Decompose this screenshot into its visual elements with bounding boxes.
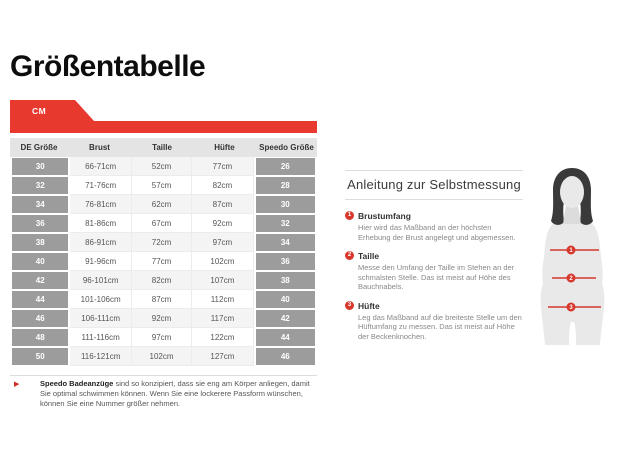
table-row [10, 290, 317, 309]
speedo-size-cell: 28 [256, 177, 315, 194]
column-header: Brust [89, 143, 110, 152]
instruction-item [345, 211, 523, 242]
waist-marker-number: 2 [569, 276, 573, 283]
measurement-cell: 92cm [132, 309, 192, 328]
bullet-arrow-icon: ▶ [14, 381, 20, 388]
table-row [10, 176, 317, 195]
table-row [10, 252, 317, 271]
measurement-cell: 117cm [192, 309, 253, 328]
size-table-header [10, 138, 317, 157]
measurement-cell: 86-91cm [70, 233, 131, 252]
speedo-size-cell: 44 [256, 329, 315, 346]
column-header: Speedo Größe [259, 143, 314, 152]
measurement-cell: 102cm [192, 252, 253, 271]
speedo-size-cell: 46 [256, 348, 315, 365]
table-row [10, 214, 317, 233]
de-size-cell: 34 [12, 196, 68, 213]
measurement-cell: 62cm [132, 195, 192, 214]
table-row [10, 271, 317, 290]
body-silhouette [527, 150, 623, 350]
measurement-cell: 97cm [132, 328, 192, 347]
measurement-cell: 91-96cm [70, 252, 131, 271]
speedo-size-cell: 32 [256, 215, 315, 232]
measurement-cell: 107cm [192, 271, 253, 290]
de-size-cell: 32 [12, 177, 68, 194]
column-header: Taille [152, 143, 172, 152]
step-description: Hier wird das Maßband an der höchsten Erhebung der Brust angelegt und abgemessen. [358, 223, 516, 242]
measurement-cell: 112cm [192, 290, 253, 309]
measurement-cell: 106-111cm [70, 309, 131, 328]
speedo-size-cell: 26 [256, 158, 315, 175]
de-size-cell: 30 [12, 158, 68, 175]
measurement-cell: 111-116cm [70, 328, 131, 347]
measurement-cell: 77cm [132, 252, 192, 271]
measurement-cell: 82cm [132, 271, 192, 290]
de-size-cell: 42 [12, 272, 68, 289]
step-title: Taille [358, 251, 380, 261]
step-description: Leg das Maßband auf die breiteste Stelle um den Hüftumfang zu messen. Das ist meist auf Höhe der Beckenknochen. [358, 312, 522, 341]
step-title: Brustumfang [358, 211, 411, 221]
measurement-cell: 127cm [192, 347, 253, 366]
speedo-size-cell: 38 [256, 272, 315, 289]
speedo-size-cell: 36 [256, 253, 315, 270]
measurement-cell: 76-81cm [70, 195, 131, 214]
divider [345, 170, 523, 171]
measurement-cell: 87cm [132, 290, 192, 309]
measurement-cell: 71-76cm [70, 176, 131, 195]
measurement-cell: 92cm [192, 214, 253, 233]
measurement-cell: 66-71cm [70, 157, 131, 176]
measurement-cell: 82cm [192, 176, 253, 195]
size-table [10, 138, 317, 366]
measurement-cell: 77cm [192, 157, 253, 176]
table-row [10, 328, 317, 347]
step-number-badge: 3 [345, 301, 354, 310]
de-size-cell: 48 [12, 329, 68, 346]
unit-tab-shape [10, 100, 317, 133]
measurement-cell: 101-106cm [70, 290, 131, 309]
instruction-item [345, 251, 523, 292]
measurement-cell: 87cm [192, 195, 253, 214]
de-size-cell: 40 [12, 253, 68, 270]
footnote [14, 379, 316, 409]
de-size-cell: 38 [12, 234, 68, 251]
bust-marker-number: 1 [569, 248, 573, 255]
step-title: Hüfte [358, 300, 380, 311]
measurement-cell: 72cm [132, 233, 192, 252]
measurement-cell: 96-101cm [70, 271, 131, 290]
step-number-badge: 1 [345, 211, 354, 220]
page-title: Größentabelle [10, 50, 206, 83]
speedo-size-cell: 40 [256, 291, 315, 308]
instruction-item [345, 301, 523, 342]
table-row [10, 195, 317, 214]
unit-tabbar [10, 100, 317, 133]
face-shape [560, 176, 584, 208]
measurement-cell: 52cm [132, 157, 192, 176]
hip-marker-number: 3 [569, 305, 573, 312]
de-size-cell: 44 [12, 291, 68, 308]
unit-tab-cm[interactable]: CM [32, 106, 47, 116]
table-row [10, 347, 317, 366]
speedo-size-cell: 30 [256, 196, 315, 213]
measurement-cell: 67cm [132, 214, 192, 233]
table-row [10, 309, 317, 328]
table-footnote-divider [10, 375, 317, 376]
measurement-cell: 97cm [192, 233, 253, 252]
table-row [10, 157, 317, 176]
step-description: Messe den Umfang der Taille im Stehen an der schmalsten Stelle. Das ist meist auf Höhe des Bauchnabels. [358, 263, 515, 291]
instructions-list [345, 211, 523, 341]
measurement-cell: 81-86cm [70, 214, 131, 233]
measurement-cell: 116-121cm [70, 347, 131, 366]
measurement-cell: 57cm [132, 176, 192, 195]
measurement-instructions-panel [345, 163, 523, 350]
step-number-badge: 2 [345, 251, 354, 260]
measurement-cell: 102cm [132, 347, 192, 366]
divider [345, 199, 523, 200]
de-size-cell: 50 [12, 348, 68, 365]
size-table-body [10, 157, 317, 366]
table-row [10, 233, 317, 252]
column-header: Hüfte [214, 143, 235, 152]
speedo-size-cell: 34 [256, 234, 315, 251]
de-size-cell: 36 [12, 215, 68, 232]
footnote-text: Speedo Badeanzüge sind so konzipiert, dass sie eng am Körper anliegen, damit Sie optimal schwimmen können. Wenn Sie eine lockerere Passform wünschen, können Sie eine Nummer größer nehmen. [40, 379, 310, 408]
column-header: DE Größe [20, 143, 58, 152]
speedo-size-cell: 42 [256, 310, 315, 327]
de-size-cell: 46 [12, 310, 68, 327]
instructions-heading: Anleitung zur Selbstmessung [347, 177, 521, 192]
measurement-cell: 122cm [192, 328, 253, 347]
